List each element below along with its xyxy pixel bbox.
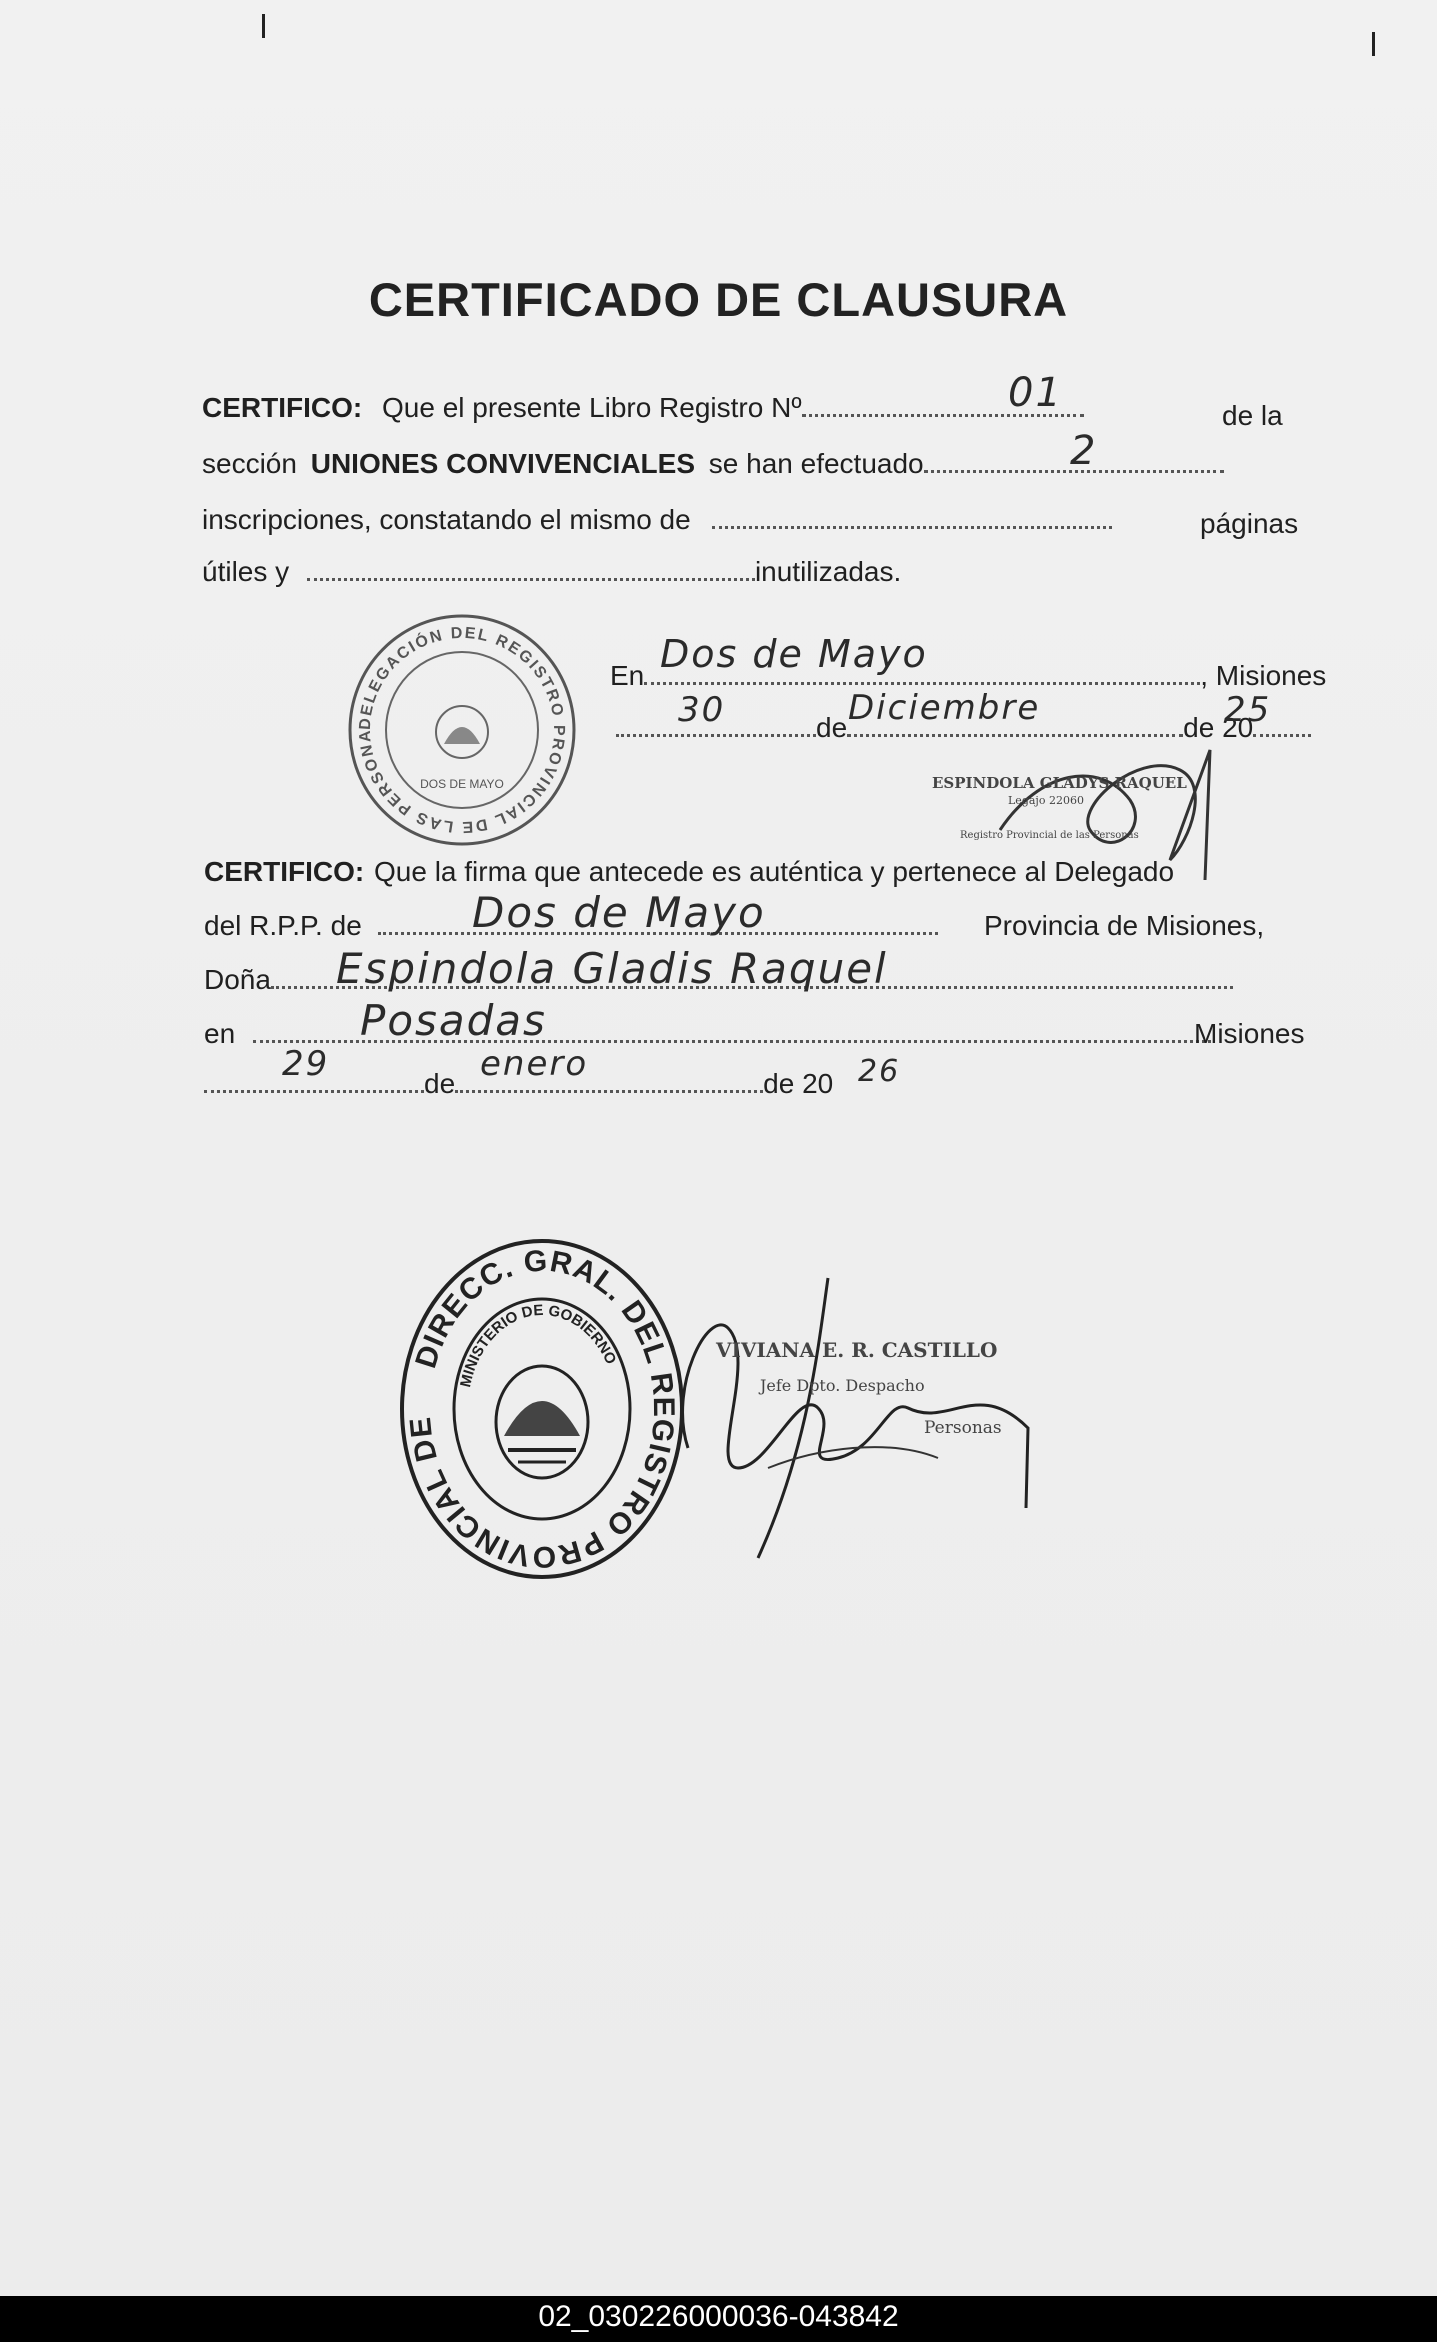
scan-footer-bar xyxy=(0,2296,1437,2342)
day2-dots xyxy=(204,1084,424,1093)
p1-line4-pre: útiles y xyxy=(202,556,290,587)
month1-handwritten: Diciembre xyxy=(848,688,1041,728)
day2-handwritten: 29 xyxy=(282,1044,330,1084)
inutilizadas-dots xyxy=(307,572,755,581)
year2-handwritten: 26 xyxy=(858,1054,901,1089)
month2-dots xyxy=(455,1084,763,1093)
p1-line2-text: se han efectuado xyxy=(708,448,924,479)
libro-number-handwritten: 01 xyxy=(1008,370,1063,416)
p2-line2-end: Provincia de Misiones, xyxy=(984,910,1265,941)
p2-line1 xyxy=(204,856,1174,888)
p1-line1-end: de la xyxy=(1222,400,1283,431)
city-handwritten: Posadas xyxy=(360,996,547,1045)
person-handwritten: Espindola Gladis Raquel xyxy=(336,944,888,993)
p2-label: CERTIFICO: xyxy=(204,856,365,887)
signature1-line3: Registro Provincial de las Personas xyxy=(960,830,1139,841)
section-name: UNIONES CONVIVENCIALES xyxy=(310,448,695,479)
p2-line4-end: Misiones xyxy=(1194,1018,1305,1049)
p1-label: CERTIFICO: xyxy=(202,392,363,423)
p1-line1 xyxy=(202,392,1084,424)
p1-line4 xyxy=(202,556,901,588)
date1-de2: de 20 xyxy=(1183,712,1254,743)
stamp1-inner-text: DOS DE MAYO xyxy=(420,777,504,791)
signature2-line3: Personas xyxy=(924,1418,1002,1438)
p2-line2-pre: del R.P.P. de xyxy=(204,910,362,941)
place1-province: , Misiones xyxy=(1200,660,1327,691)
year1-handwritten: 25 xyxy=(1224,690,1272,730)
month2-handwritten: enero xyxy=(480,1044,589,1084)
svg-text:DELEGACIÓN DEL REGISTRO PROVIN xyxy=(344,612,567,835)
p1-line2-pre: sección xyxy=(202,448,297,479)
p2-line3-pre: Doña xyxy=(204,964,271,995)
p1-line1-text: Que el presente Libro Registro Nº xyxy=(382,392,802,423)
registry-seal-stamp xyxy=(398,1236,686,1582)
inscripciones-handwritten: 2 xyxy=(1070,428,1098,474)
paginas-dots xyxy=(712,520,1112,529)
margin-mark-right xyxy=(1372,32,1375,56)
signature1-line2: Legajo 22060 xyxy=(1008,794,1084,807)
date2-de2: de 20 xyxy=(763,1068,834,1099)
signature2-line2: Jefe Dpto. Despacho xyxy=(760,1376,925,1395)
delegation-seal-stamp xyxy=(344,612,580,848)
day1-handwritten: 30 xyxy=(678,690,726,730)
p1-line3-end: páginas xyxy=(1200,508,1299,539)
delegation-handwritten: Dos de Mayo xyxy=(472,888,766,937)
signature1-name: ESPINDOLA GLADYS RAQUEL xyxy=(932,774,1187,792)
date1-de1: de xyxy=(816,712,848,743)
scan-id-text: 02_030226000036-043842 xyxy=(538,2300,899,2333)
svg-text:MINISTERIO DE GOBIERNO xyxy=(457,1302,619,1389)
p1-line3 xyxy=(202,504,1112,536)
stamp1-ring-text: DELEGACIÓN DEL REGISTRO PROVINCIAL DE LAS PERSONA xyxy=(356,624,568,836)
p2-line4 xyxy=(204,1018,1211,1050)
p2-line4-pre: en xyxy=(204,1018,236,1049)
stamp2-inner-text: MINISTERIO DE GOBIERNO xyxy=(457,1301,620,1389)
place1-handwritten: Dos de Mayo xyxy=(660,632,928,676)
place1-dots xyxy=(644,676,1200,685)
signature2-name: VIVIANA E. R. CASTILLO xyxy=(716,1338,998,1362)
p2-line1-text: Que la firma que antecede es auténtica y pertenece al Delegado xyxy=(374,856,1175,887)
document-title: CERTIFICADO DE CLAUSURA xyxy=(368,273,1069,326)
stamp2-ring-text: DIRECC. GRAL. DEL REGISTRO PROVINCIAL DE xyxy=(403,1244,681,1574)
place1-prefix: En xyxy=(610,660,645,691)
p1-line3-text: inscripciones, constatando el mismo de xyxy=(202,504,691,535)
date2-de1: de xyxy=(424,1068,456,1099)
p1-line4-end: inutilizadas. xyxy=(754,556,902,587)
margin-mark-left xyxy=(262,14,265,38)
